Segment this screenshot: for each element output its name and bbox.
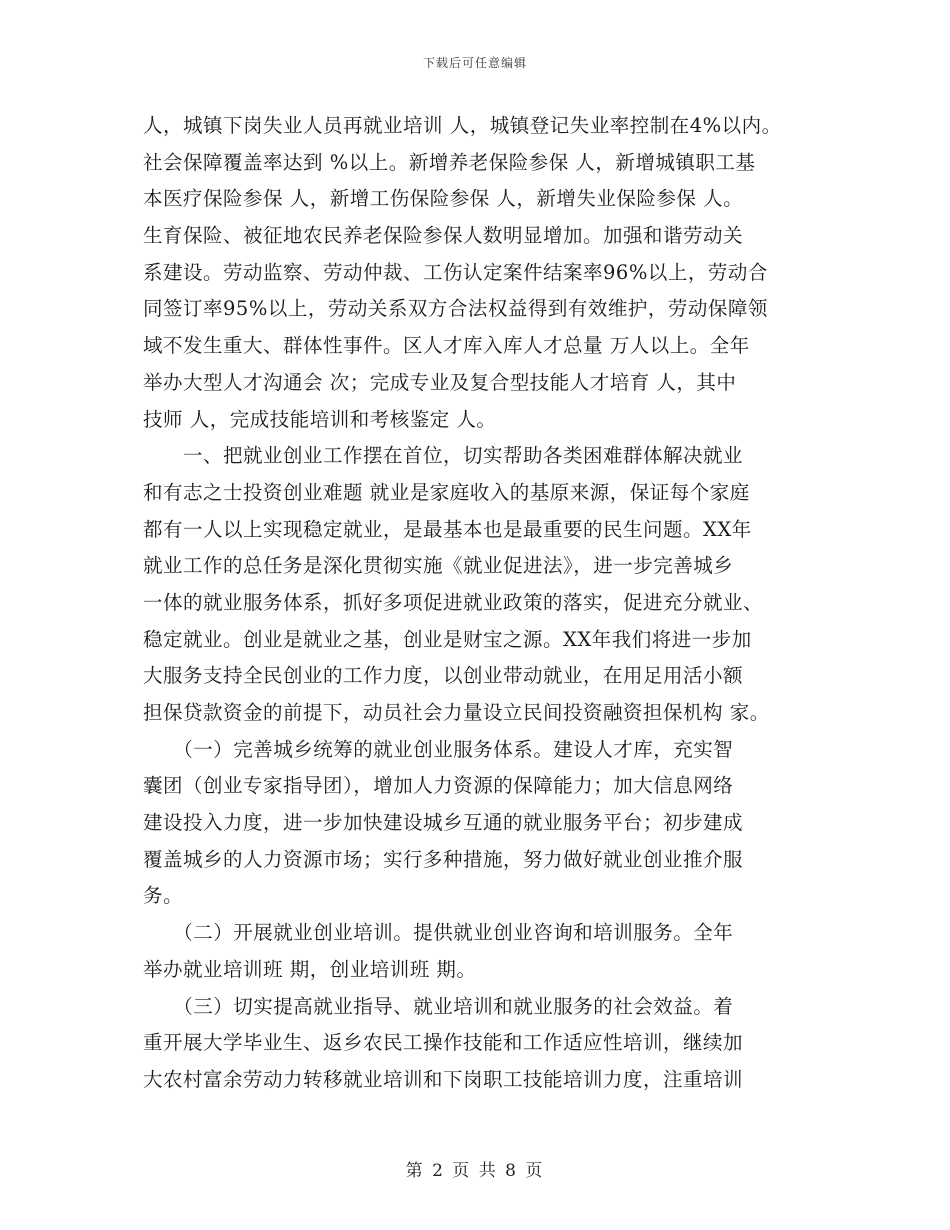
text-line: 同签订率95%以上，劳动关系双方合法权益得到有效维护，劳动保障领 bbox=[143, 297, 768, 321]
text-line: 本医疗保险参保 人，新增工伤保险参保 人，新增失业保险参保 人。 bbox=[143, 187, 744, 211]
text-line: 大服务支持全民创业的工作力度，以创业带动就业，在用足用活小额 bbox=[143, 664, 744, 688]
text-line: 社会保障覆盖率达到 %以上。新增养老保险参保 人，新增城镇职工基 bbox=[143, 150, 756, 174]
text-line: 人，城镇下岗失业人员再就业培训 人，城镇登记失业率控制在4%以内。 bbox=[143, 114, 782, 137]
text-line: 大农村富余劳动力转移就业培训和下岗职工技能培训力度，注重培训 bbox=[143, 1067, 744, 1091]
text-line: 系建设。劳动监察、劳动仲裁、工伤认定案件结案率96%以上，劳动合 bbox=[143, 260, 768, 284]
text-line: 举办就业培训班 期，创业培训班 期。 bbox=[143, 957, 477, 981]
text-line: 囊团（创业专家指导团），增加人力资源的保障能力；加大信息网络 bbox=[143, 774, 734, 798]
text-line: 担保贷款资金的前提下，动员社会力量设立民间投资融资担保机构 家。 bbox=[143, 701, 770, 724]
text-line: 生育保险、被征地农民养老保险参保人数明显增加。加强和谐劳动关 bbox=[143, 224, 744, 248]
header-note: 下载后可任意编辑 bbox=[422, 56, 527, 70]
text-line: 都有一人以上实现稳定就业，是最基本也是最重要的民生问题。XX年 bbox=[143, 517, 752, 541]
text-line: （二）开展就业创业培训。提供就业创业咨询和培训服务。全年 bbox=[143, 921, 734, 945]
page-number: 第 2 页 共 8 页 bbox=[405, 1161, 545, 1181]
text-line: （一）完善城乡统筹的就业创业服务体系。建设人才库，充实智 bbox=[143, 737, 734, 761]
text-line: 一、把就业创业工作摆在首位，切实帮助各类困难群体解决就业 bbox=[143, 444, 744, 468]
text-line: （三）切实提高就业指导、就业培训和就业服务的社会效益。着 bbox=[143, 994, 734, 1018]
text-line: 重开展大学毕业生、返乡农民工操作技能和工作适应性培训，继续加 bbox=[143, 1031, 744, 1055]
text-line: 务。 bbox=[143, 884, 184, 908]
text-line: 稳定就业。创业是就业之基，创业是财宝之源。XX年我们将进一步加 bbox=[143, 627, 752, 651]
text-line: 就业工作的总任务是深化贯彻实施《就业促进法》，进一步完善城乡 bbox=[143, 554, 734, 578]
text-line: 覆盖城乡的人力资源市场；实行多种措施，努力做好就业创业推介服 bbox=[143, 847, 744, 871]
text-line: 技师 人，完成技能培训和考核鉴定 人。 bbox=[143, 407, 497, 431]
text-line: 和有志之士投资创业难题 就业是家庭收入的基原来源，保证每个家庭 bbox=[143, 480, 750, 504]
text-line: 建设投入力度，进一步加快建设城乡互通的就业服务平台；初步建成 bbox=[143, 811, 744, 835]
text-line: 一体的就业服务体系，抓好多项促进就业政策的落实，促进充分就业、 bbox=[143, 590, 764, 614]
body-text bbox=[143, 108, 808, 1099]
text-line: 域不发生重大、群体性事件。区人才库入库人才总量 万人以上。全年 bbox=[143, 334, 750, 358]
text-line: 举办大型人才沟通会 次；完成专业及复合型技能人才培育 人，其中 bbox=[143, 370, 737, 394]
